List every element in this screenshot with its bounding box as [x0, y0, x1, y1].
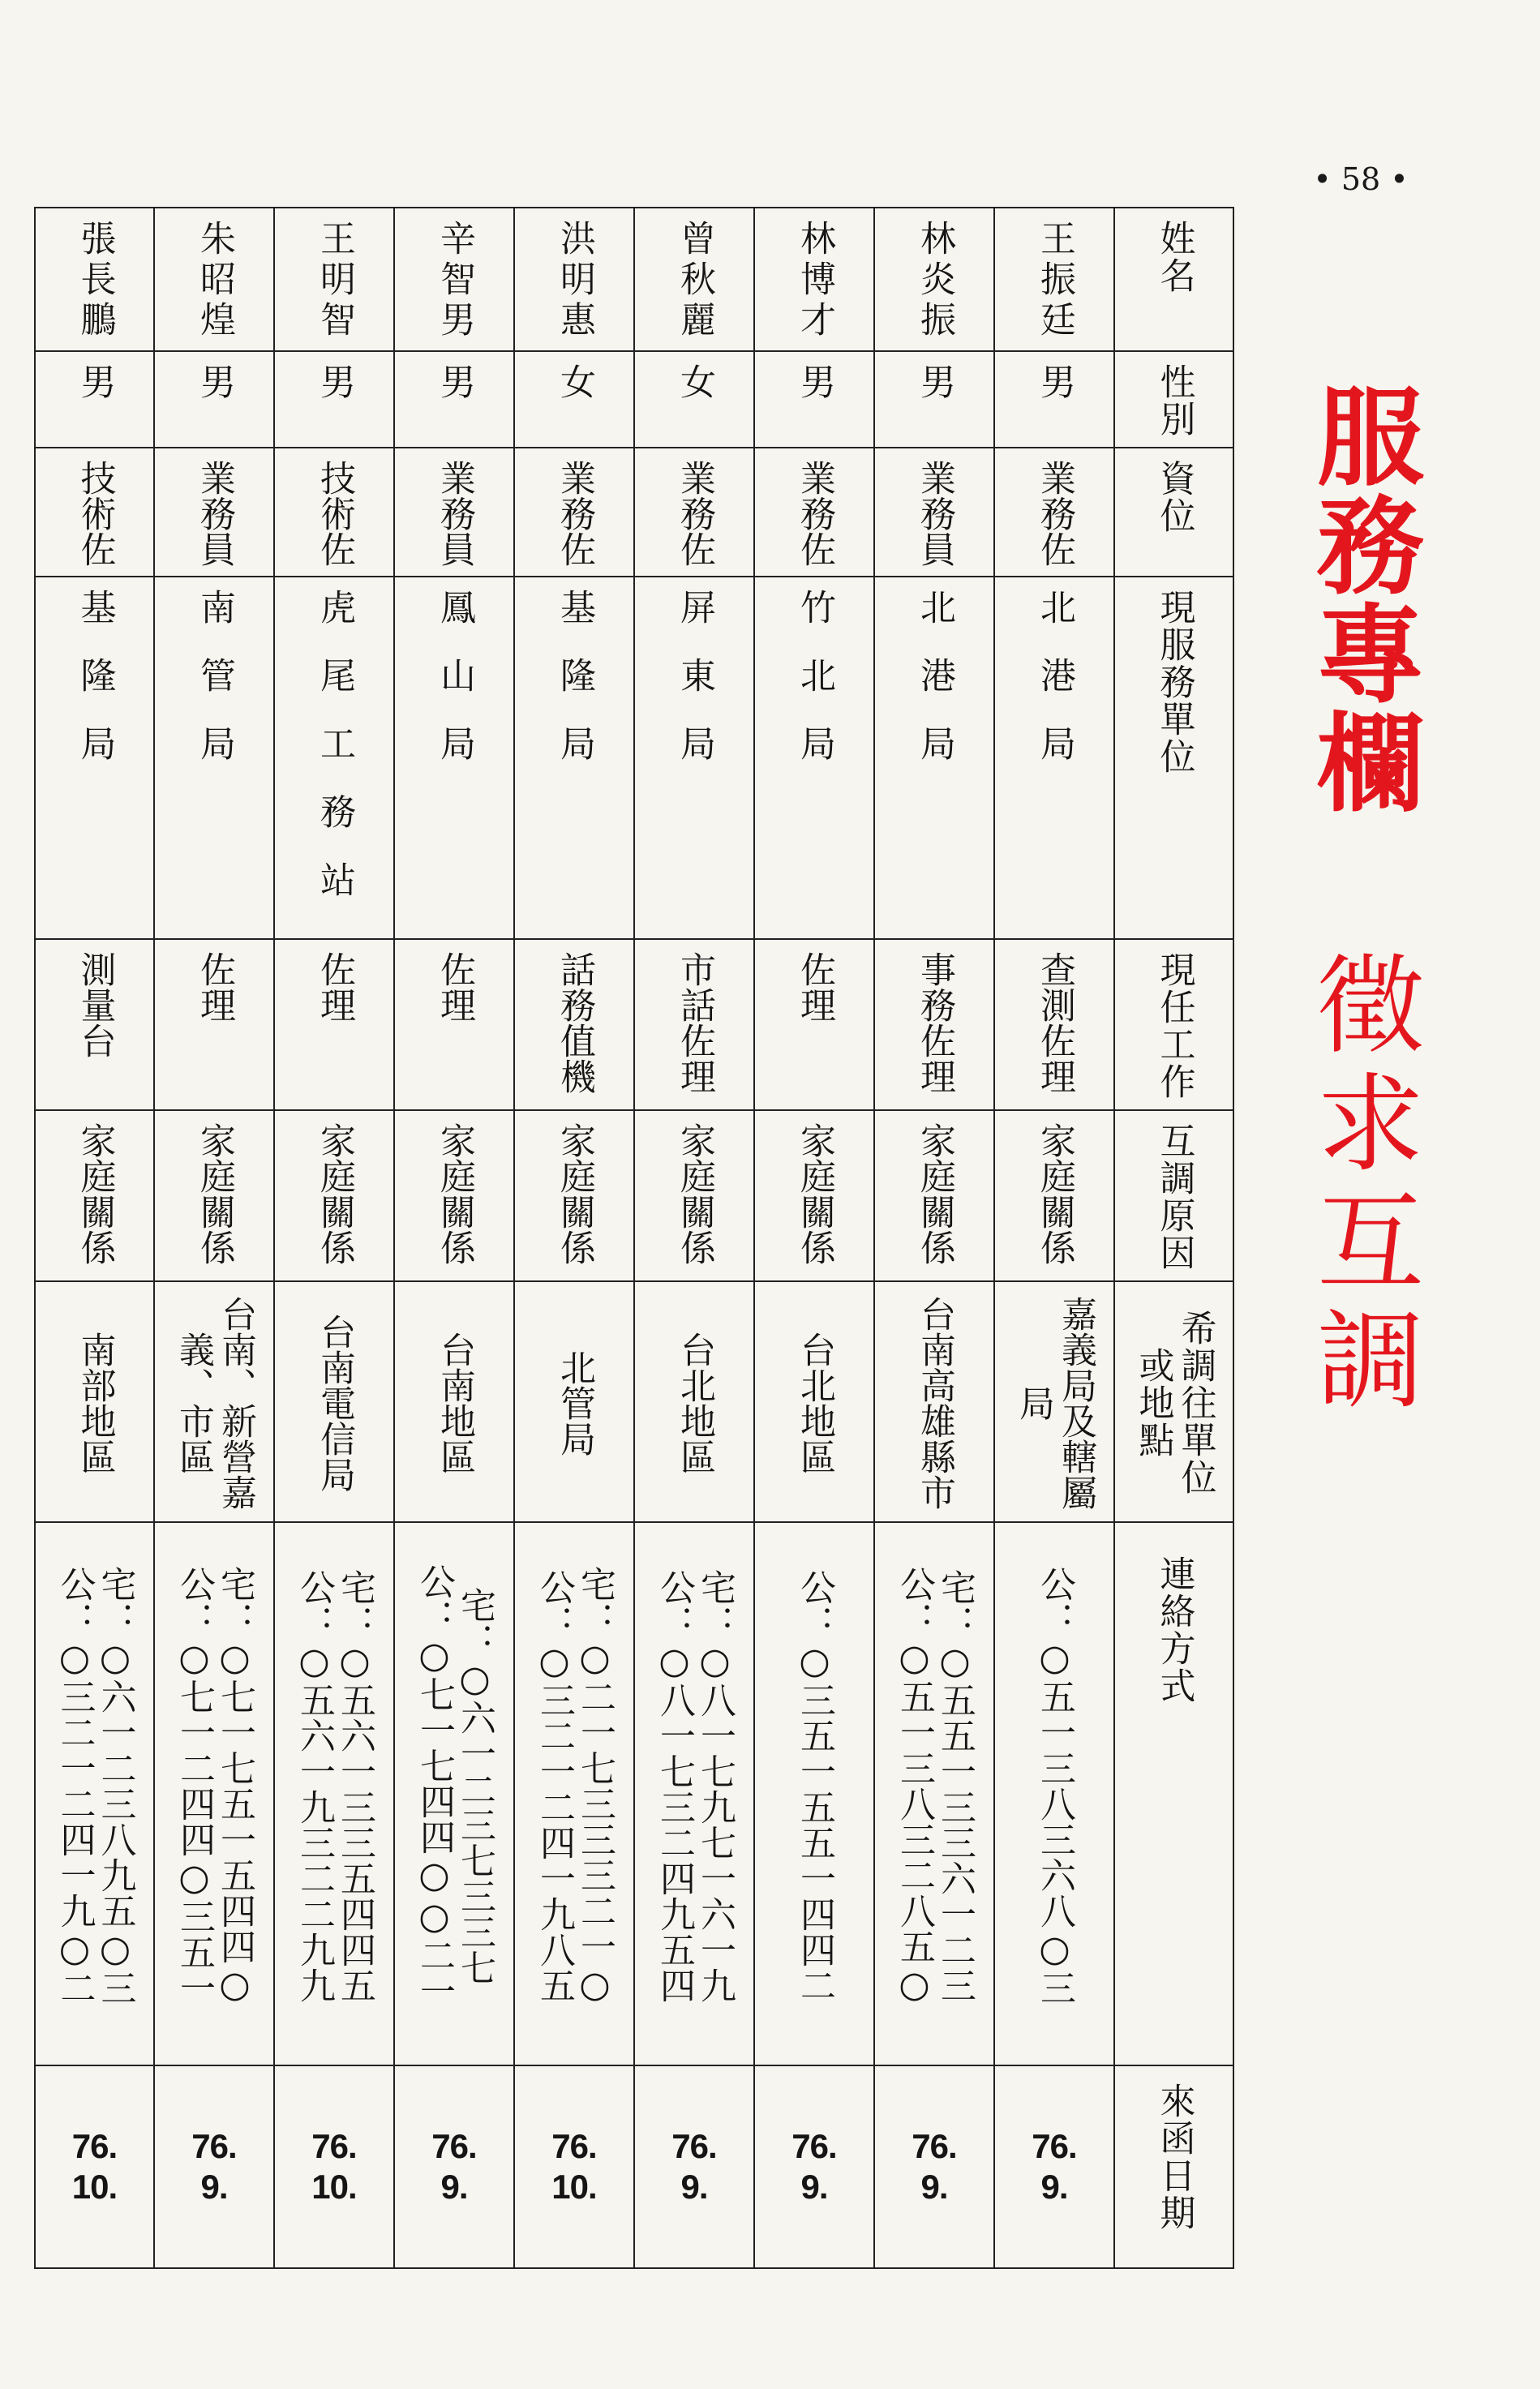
header-label: 資位 [1153, 460, 1195, 534]
cell-date [514, 2065, 634, 2268]
cell-date [274, 2065, 394, 2268]
cell-text: 台南高雄縣市 [914, 1296, 955, 1510]
header-label: 希調往單位或地點 [1132, 1310, 1216, 1496]
cell-job [394, 939, 514, 1110]
page-number: • 58 • [1313, 161, 1409, 197]
cell-name [874, 208, 994, 351]
cell-job [274, 939, 394, 1110]
cell-contact [994, 1522, 1114, 2065]
header-label: 現服務單位 [1153, 589, 1195, 775]
cell-contact [874, 1522, 994, 2065]
cell-text: 女 [554, 363, 595, 399]
cell-job [514, 939, 634, 1110]
cell-job [634, 939, 754, 1110]
header-label: 來函日期 [1153, 2082, 1195, 2232]
header-unit [1114, 577, 1233, 939]
cell-rank [634, 448, 754, 577]
cell-rank [394, 448, 514, 577]
date-part: 9. [920, 2168, 948, 2206]
cell-text: 家庭關係 [1034, 1122, 1075, 1265]
contact-line: 宅：○七一七五一五四四○ [214, 1566, 255, 2005]
cell-unit [394, 577, 514, 939]
cell-unit [634, 577, 754, 939]
cell-gender [754, 351, 874, 448]
cell-contact [274, 1522, 394, 2065]
cell-text: 家庭關係 [554, 1122, 595, 1265]
transfer-request-table [34, 207, 1234, 2269]
cell-text: 家庭關係 [914, 1122, 955, 1265]
cell-text: 鳳山局 [434, 589, 475, 793]
cell-rank [994, 448, 1114, 577]
cell-job [994, 939, 1114, 1110]
cell-text: 張長鵬 [74, 220, 116, 341]
row-contact [35, 1522, 1233, 2065]
cell-text: 男 [914, 363, 955, 399]
contact-line: 宅：○六一二三八九五○三 [94, 1566, 136, 2005]
cell-text: 家庭關係 [674, 1122, 715, 1265]
cell-text: 台南電信局 [314, 1314, 355, 1492]
cell-text: 朱昭煌 [194, 220, 235, 341]
cell-name [754, 208, 874, 351]
header-label: 性別 [1153, 363, 1195, 438]
contact-line: 公：○五一三八三六八○三 [1034, 1566, 1075, 2005]
cell-job [754, 939, 874, 1110]
cell-gender [274, 351, 394, 448]
cell-text: 業務佐 [554, 460, 595, 567]
cell-text: 業務員 [434, 460, 475, 567]
cell-contact [394, 1522, 514, 2065]
row-reason [35, 1110, 1233, 1281]
cell-gender [35, 351, 154, 448]
cell-target [754, 1281, 874, 1522]
cell-target [274, 1281, 394, 1522]
date-part: 9. [680, 2168, 708, 2206]
cell-text: 家庭關係 [314, 1122, 355, 1265]
cell-text: 曾秋麗 [674, 220, 715, 341]
column-title: 服務專欄 [1298, 381, 1423, 816]
cell-text: 王振廷 [1034, 220, 1075, 341]
row-target [35, 1281, 1233, 1522]
cell-reason [754, 1110, 874, 1281]
cell-text: 北港局 [1034, 589, 1075, 793]
cell-name [514, 208, 634, 351]
cell-unit [754, 577, 874, 939]
header-gender [1114, 351, 1233, 448]
cell-unit [154, 577, 274, 939]
date-part: 9. [800, 2168, 828, 2206]
cell-date [754, 2065, 874, 2268]
cell-text: 佐理 [434, 951, 475, 1023]
cell-rank [754, 448, 874, 577]
cell-text: 業務佐 [674, 460, 715, 567]
cell-text: 男 [74, 363, 116, 399]
cell-reason [634, 1110, 754, 1281]
date-part: 76. [912, 2127, 957, 2165]
row-job [35, 939, 1233, 1110]
cell-unit [994, 577, 1114, 939]
cell-name [274, 208, 394, 351]
cell-date [994, 2065, 1114, 2268]
date-part: 76. [551, 2127, 597, 2165]
row-rank [35, 448, 1233, 577]
header-label: 連絡方式 [1153, 1555, 1195, 1705]
date-part: 9. [200, 2168, 228, 2206]
cell-target [994, 1281, 1114, 1522]
cell-rank [274, 448, 394, 577]
cell-rank [35, 448, 154, 577]
row-name [35, 208, 1233, 351]
cell-text: 事務佐理 [914, 951, 955, 1094]
cell-text: 北管局 [554, 1349, 595, 1456]
cell-target [35, 1281, 154, 1522]
cell-reason [874, 1110, 994, 1281]
cell-text: 話務值機 [554, 951, 595, 1094]
cell-text: 基隆局 [554, 589, 595, 793]
cell-job [35, 939, 154, 1110]
cell-text: 家庭關係 [74, 1122, 116, 1265]
cell-text: 林博才 [794, 220, 835, 341]
header-date [1114, 2065, 1233, 2268]
date-part: 76. [191, 2127, 237, 2165]
cell-target [874, 1281, 994, 1522]
cell-target [514, 1281, 634, 1522]
header-label: 姓名 [1153, 220, 1195, 294]
contact-line: 公：○八一七三二四九五四 [654, 1568, 695, 2003]
cell-target [634, 1281, 754, 1522]
row-gender [35, 351, 1233, 448]
contact-line: 宅：○二一七三三三二一○ [574, 1566, 616, 2005]
header-contact [1114, 1522, 1233, 2065]
cell-text: 業務佐 [1034, 460, 1075, 567]
cell-text: 查測佐理 [1034, 951, 1075, 1094]
contact-line: 宅：○八一七九七一六一九 [694, 1568, 736, 2003]
cell-text: 南管局 [194, 589, 235, 793]
column-subtitle: 徵求互調 [1298, 949, 1423, 1422]
cell-reason [154, 1110, 274, 1281]
contact-line: 公：○五一三八三二八五○ [894, 1566, 935, 2005]
contact-line: 公：○七一二四四○三五一 [174, 1566, 215, 2005]
cell-date [634, 2065, 754, 2268]
cell-text: 辛智男 [434, 220, 475, 341]
cell-text: 男 [1034, 363, 1075, 399]
cell-text: 嘉義局及轄屬局 [1013, 1296, 1096, 1510]
cell-text: 家庭關係 [194, 1122, 235, 1265]
cell-reason [274, 1110, 394, 1281]
date-part: 10. [311, 2168, 357, 2206]
cell-text: 台南地區 [434, 1332, 475, 1474]
date-part: 9. [1040, 2168, 1068, 2206]
cell-date [874, 2065, 994, 2268]
cell-gender [394, 351, 514, 448]
cell-job [154, 939, 274, 1110]
cell-contact [754, 1522, 874, 2065]
cell-text: 家庭關係 [434, 1122, 475, 1265]
cell-target [154, 1281, 274, 1522]
cell-text: 虎尾工務站 [314, 589, 355, 929]
cell-rank [514, 448, 634, 577]
cell-text: 家庭關係 [794, 1122, 835, 1265]
date-part: 76. [431, 2127, 477, 2165]
cell-gender [994, 351, 1114, 448]
contact-line: 公：○三五一五五一四四二 [794, 1568, 835, 2003]
cell-text: 林炎振 [914, 220, 955, 341]
cell-name [394, 208, 514, 351]
contact-line: 宅：○五五一三三六一二三 [934, 1568, 976, 2003]
cell-gender [154, 351, 274, 448]
contact-line: 公：○三二一二四一九八五 [534, 1568, 575, 2003]
cell-text: 業務員 [914, 460, 955, 567]
cell-text: 台北地區 [674, 1332, 715, 1474]
cell-text: 台南、新營嘉義、市區 [173, 1296, 256, 1510]
cell-name [634, 208, 754, 351]
cell-text: 男 [314, 363, 355, 399]
cell-text: 南部地區 [74, 1332, 116, 1474]
cell-unit [874, 577, 994, 939]
contact-line: 公：○七一七四四○○二一 [414, 1563, 455, 2009]
header-label: 現任工作 [1153, 951, 1195, 1100]
cell-name [154, 208, 274, 351]
cell-date [35, 2065, 154, 2268]
contact-line: 公：○三二一二四一九○二 [54, 1566, 96, 2005]
date-part: 9. [440, 2168, 468, 2206]
cell-gender [514, 351, 634, 448]
cell-unit [514, 577, 634, 939]
date-part: 76. [1032, 2127, 1077, 2165]
row-unit [35, 577, 1233, 939]
cell-text: 測量台 [74, 951, 116, 1058]
cell-text: 技術佐 [74, 460, 116, 567]
cell-reason [35, 1110, 154, 1281]
header-job [1114, 939, 1233, 1110]
cell-reason [394, 1110, 514, 1281]
cell-text: 男 [194, 363, 235, 399]
cell-reason [514, 1110, 634, 1281]
header-label: 互調原因 [1153, 1122, 1195, 1272]
cell-text: 北港局 [914, 589, 955, 793]
date-part: 10. [551, 2168, 597, 2206]
header-target [1114, 1281, 1233, 1522]
cell-contact [634, 1522, 754, 2065]
cell-text: 台北地區 [794, 1332, 835, 1474]
header-reason [1114, 1110, 1233, 1281]
cell-name [994, 208, 1114, 351]
date-part: 76. [791, 2127, 837, 2165]
cell-target [394, 1281, 514, 1522]
contact-line: 公：○五六一九三二二九九 [294, 1568, 335, 2003]
cell-text: 竹北局 [794, 589, 835, 793]
date-part: 76. [71, 2127, 118, 2165]
cell-text: 佐理 [794, 951, 835, 1023]
cell-text: 市話佐理 [674, 951, 715, 1094]
cell-rank [154, 448, 274, 577]
cell-text: 基隆局 [74, 589, 116, 793]
date-part: 10. [71, 2168, 118, 2206]
cell-contact [35, 1522, 154, 2065]
cell-date [154, 2065, 274, 2268]
cell-text: 女 [674, 363, 715, 399]
cell-text: 男 [434, 363, 475, 399]
cell-gender [874, 351, 994, 448]
date-part: 76. [311, 2127, 357, 2165]
contact-line: 宅：○六一二三七三三七 [454, 1586, 495, 1985]
cell-text: 洪明惠 [554, 220, 595, 341]
cell-text: 佐理 [194, 951, 235, 1023]
cell-text: 佐理 [314, 951, 355, 1023]
cell-text: 男 [794, 363, 835, 399]
date-part: 76. [671, 2127, 717, 2165]
cell-unit [35, 577, 154, 939]
contact-line: 宅：○五六一三三五四四五 [334, 1568, 375, 2003]
cell-rank [874, 448, 994, 577]
cell-text: 業務員 [194, 460, 235, 567]
cell-text: 屏東局 [674, 589, 715, 793]
header-rank [1114, 448, 1233, 577]
row-date [35, 2065, 1233, 2268]
cell-date [394, 2065, 514, 2268]
cell-job [874, 939, 994, 1110]
cell-unit [274, 577, 394, 939]
cell-text: 技術佐 [314, 460, 355, 567]
cell-name [35, 208, 154, 351]
cell-reason [994, 1110, 1114, 1281]
header-name [1114, 208, 1233, 351]
cell-gender [634, 351, 754, 448]
cell-text: 業務佐 [794, 460, 835, 567]
cell-contact [154, 1522, 274, 2065]
cell-contact [514, 1522, 634, 2065]
cell-text: 王明智 [314, 220, 355, 341]
